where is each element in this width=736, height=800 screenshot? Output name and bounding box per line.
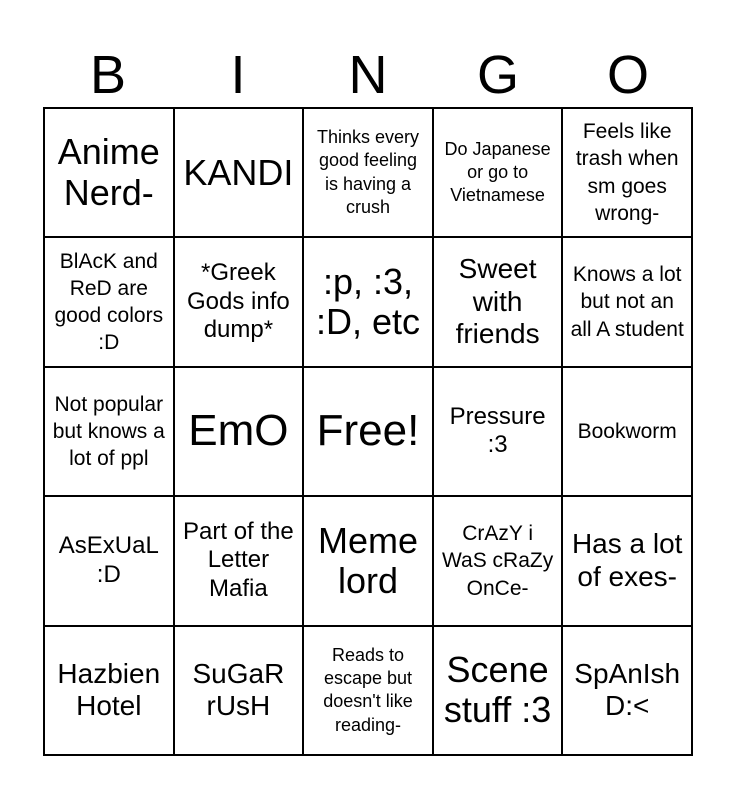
header-letter-o: O (606, 45, 649, 105)
bingo-cell[interactable]: Thinks every good feeling is having a crush (303, 108, 433, 237)
bingo-cell[interactable]: Meme lord (303, 496, 433, 625)
bingo-cell[interactable]: Anime Nerd- (44, 108, 174, 237)
bingo-grid (43, 107, 693, 756)
bingo-cell[interactable]: EmO (174, 367, 304, 496)
bingo-cell[interactable]: KANDI (174, 108, 304, 237)
bingo-cell[interactable]: SuGaR rUsH (174, 626, 304, 755)
bingo-cell[interactable]: Part of the Letter Mafia (174, 496, 304, 625)
bingo-cell[interactable]: :p, :3, :D, etc (303, 237, 433, 366)
header-letter-g: G (476, 45, 519, 105)
header-letter-n: N (348, 45, 388, 105)
bingo-cell[interactable]: Not popular but knows a lot of ppl (44, 367, 174, 496)
bingo-header (43, 44, 693, 106)
bingo-cell[interactable]: Do Japanese or go to Vietnamese (433, 108, 563, 237)
bingo-cell[interactable]: Bookworm (562, 367, 692, 496)
bingo-cell[interactable]: Reads to escape but doesn't like reading- (303, 626, 433, 755)
bingo-cell[interactable]: Sweet with friends (433, 237, 563, 366)
bingo-cell[interactable]: Feels like trash when sm goes wrong- (562, 108, 692, 237)
free-space-cell[interactable]: Free! (303, 367, 433, 496)
bingo-cell[interactable]: CrAzY i WaS cRaZy OnCe- (433, 496, 563, 625)
header-letter-i: I (230, 45, 246, 105)
bingo-cell[interactable]: Scene stuff :3 (433, 626, 563, 755)
bingo-cell[interactable]: AsExUaL :D (44, 496, 174, 625)
bingo-cell[interactable]: Pressure :3 (433, 367, 563, 496)
header-letter-b: B (89, 45, 127, 105)
bingo-cell[interactable]: Knows a lot but not an all A student (562, 237, 692, 366)
bingo-cell[interactable]: Hazbien Hotel (44, 626, 174, 755)
bingo-cell[interactable]: Has a lot of exes- (562, 496, 692, 625)
bingo-cell[interactable]: BlAcK and ReD are good colors :D (44, 237, 174, 366)
bingo-cell[interactable]: *Greek Gods info dump* (174, 237, 304, 366)
bingo-cell[interactable]: SpAnIsh D:< (562, 626, 692, 755)
